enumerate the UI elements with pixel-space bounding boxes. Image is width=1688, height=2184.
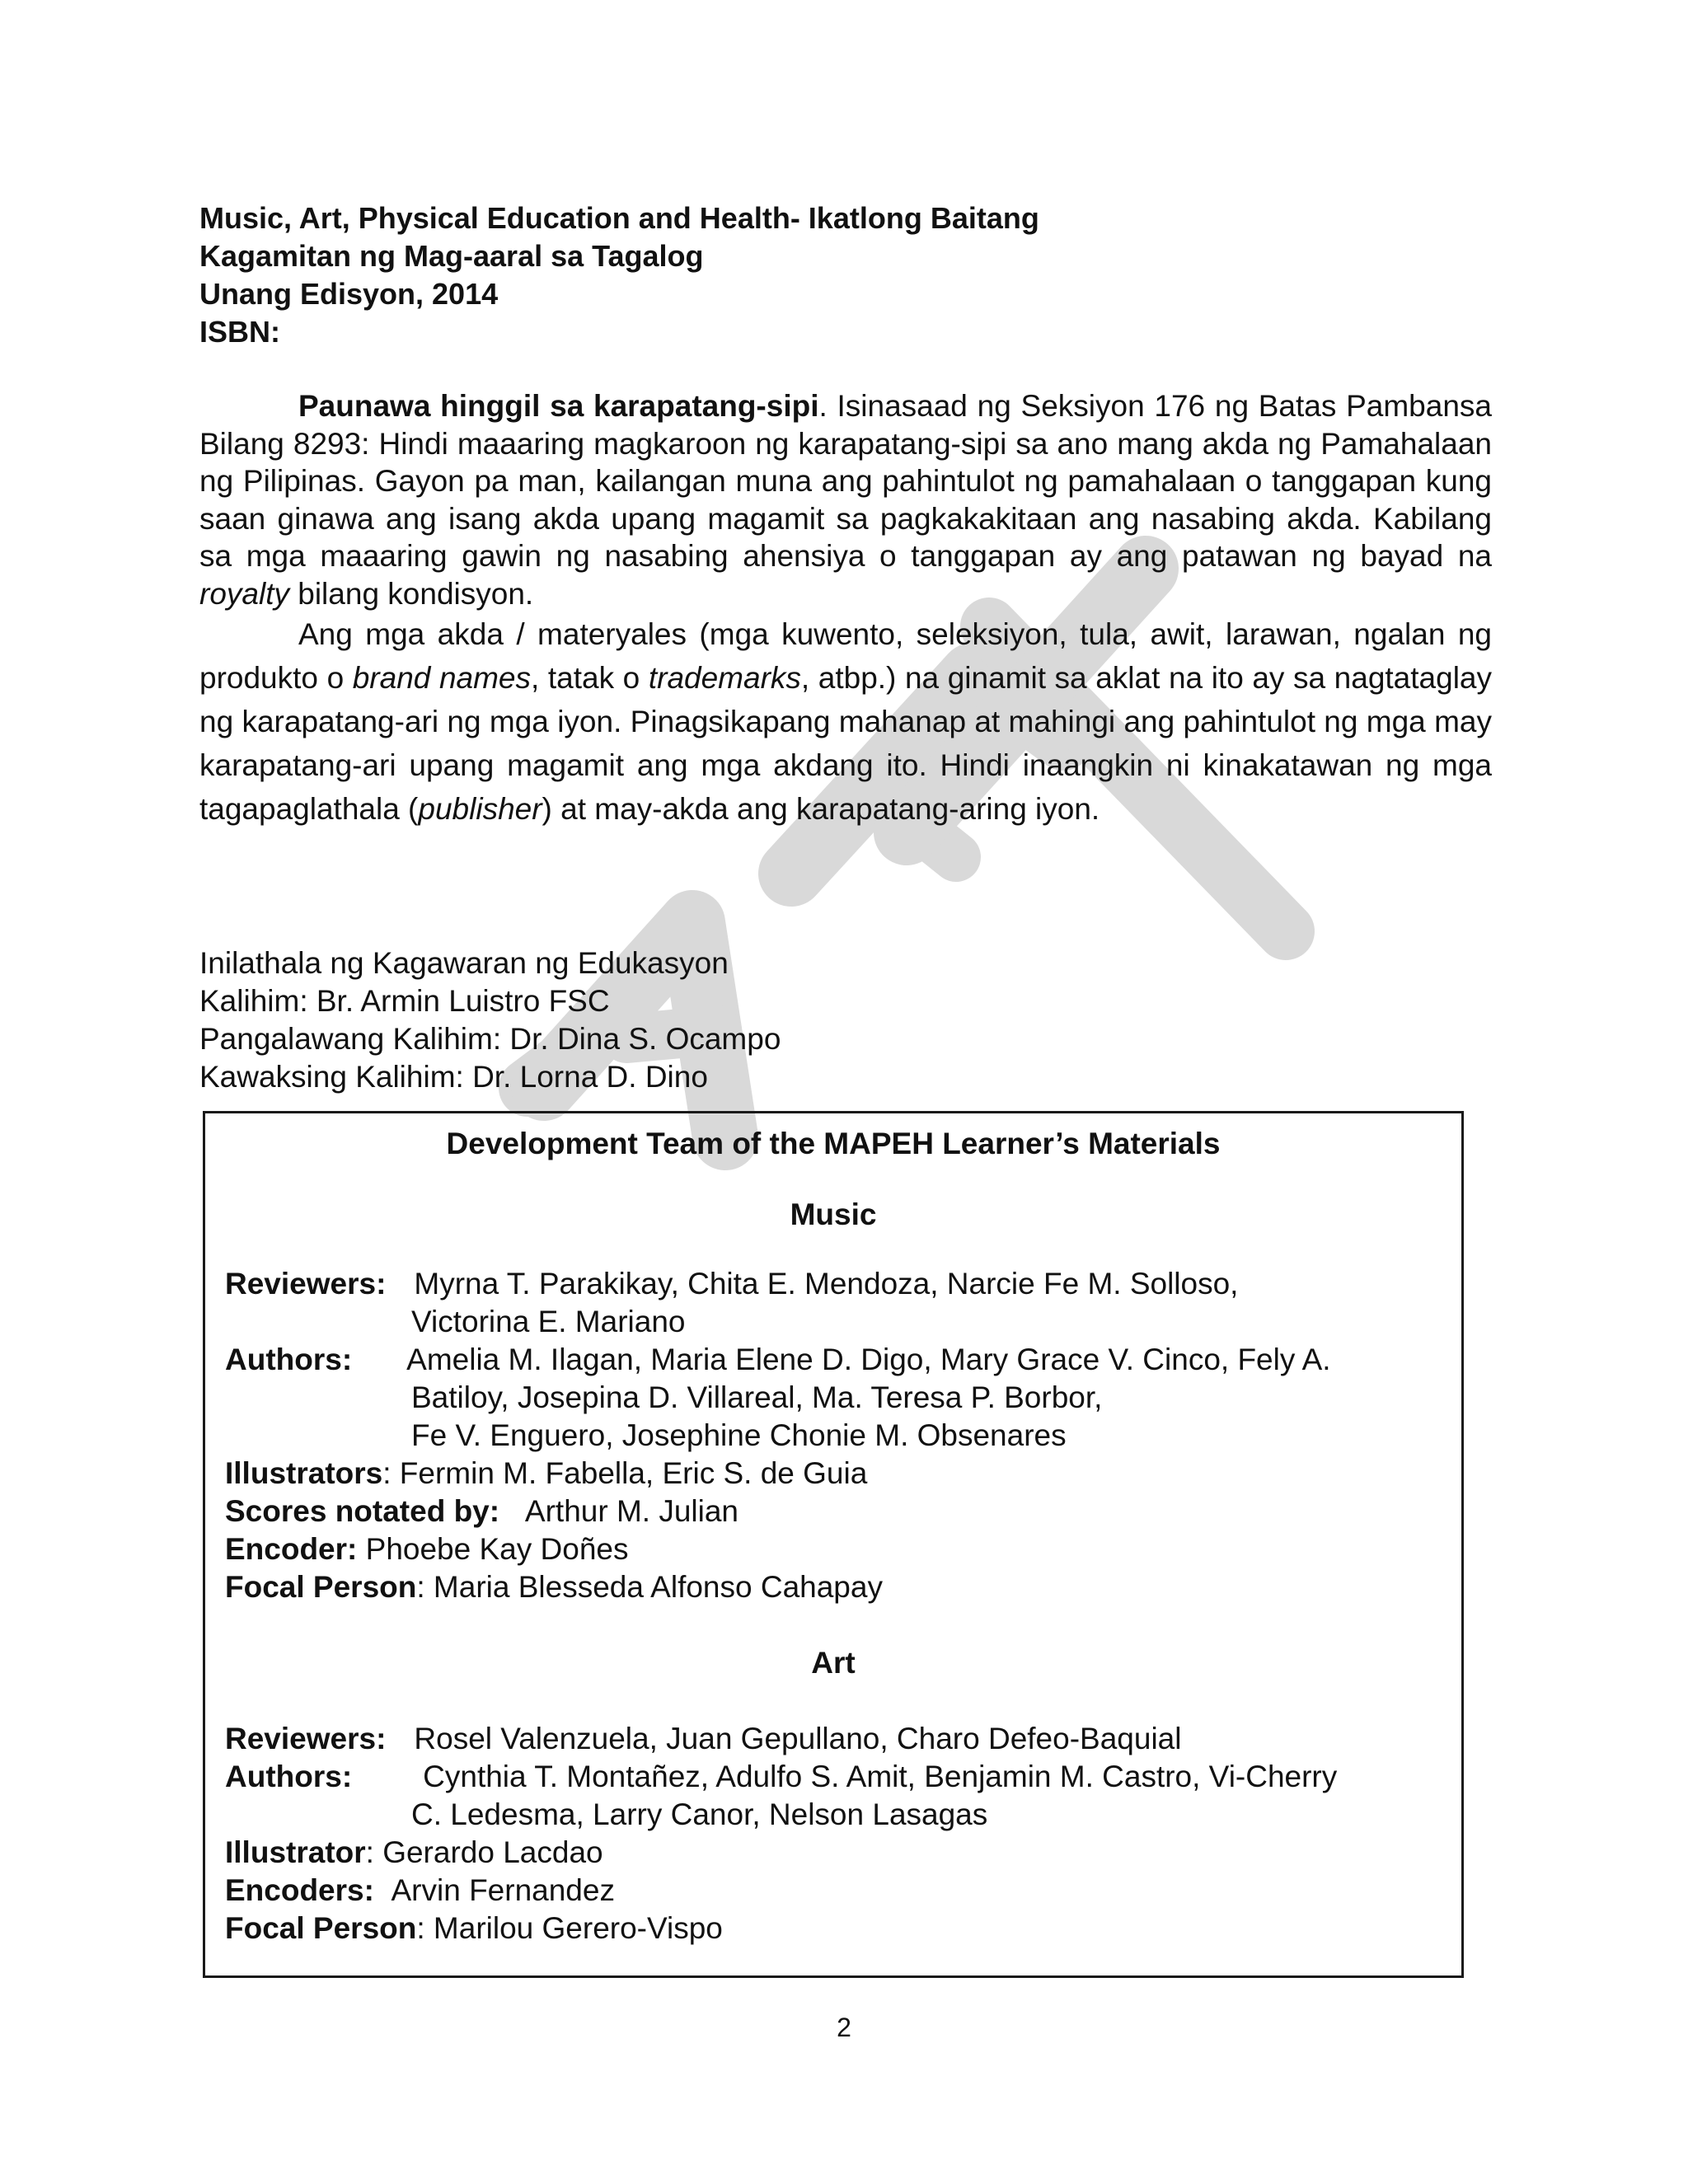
- credit-label: Reviewers:: [225, 1267, 387, 1301]
- credit-value: Arvin Fernandez: [391, 1873, 615, 1907]
- publisher-info: [199, 944, 1353, 1096]
- music-heading: Music: [790, 1197, 877, 1231]
- music-focal-person: [225, 1568, 1445, 1606]
- header-title: Music, Art, Physical Education and Health- Ikatlong Baitang: [199, 201, 1039, 235]
- credit-label: Authors:: [225, 1760, 353, 1793]
- credit-value: Amelia M. Ilagan, Maria Elene D. Digo, Mary Grace V. Cinco, Fely A.: [406, 1343, 1331, 1376]
- credit-value: : Maria Blesseda Alfonso Cahapay: [416, 1570, 883, 1604]
- notice-heading: Paunawa hinggil sa karapatang-sipi: [298, 389, 819, 423]
- music-authors: [225, 1341, 1445, 1455]
- notice-italic: royalty: [199, 576, 289, 611]
- credit-label: Encoder:: [225, 1532, 358, 1566]
- credit-label: Authors:: [225, 1343, 353, 1376]
- credit-value: : Fermin M. Fabella, Eric S. de Guia: [382, 1456, 868, 1490]
- music-scores: [225, 1493, 1445, 1530]
- notice-text: bilang kondisyon.: [288, 576, 534, 611]
- credit-value: Phoebe Kay Doñes: [365, 1532, 629, 1566]
- notice-text: ) at may-akda ang karapatang-aring iyon.: [542, 792, 1100, 826]
- notice-italic: publisher: [418, 792, 542, 826]
- music-encoder: [225, 1530, 1445, 1568]
- credit-value: Arthur M. Julian: [524, 1494, 739, 1528]
- credit-label: Illustrators: [225, 1456, 383, 1490]
- assistant-secretary-line: Kawaksing Kalihim: Dr. Lorna D. Dino: [199, 1060, 708, 1094]
- copyright-paragraph: [199, 387, 1492, 612]
- document-header: [199, 199, 1485, 351]
- development-team-box: [203, 1111, 1464, 1978]
- credit-value: Batiloy, Josepina D. Villareal, Ma. Teresa P. Borbor,: [411, 1380, 1103, 1414]
- credit-value: Cynthia T. Montañez, Adulfo S. Amit, Benjamin M. Castro, Vi-Cherry: [423, 1760, 1338, 1793]
- notice-text: , atbp.) na ginamit sa aklat na ito ay sa nagtataglay ng karapatang-ari ng mga iyon. Pinagsikapang mahanap at mahingi ang pahintulot ng mga may karapatang-ari upang magamit ang mga akdang ito. Hindi inaangkin ni kinakatawan ng mga tagapaglathala (: [199, 661, 1492, 826]
- credit-label: Encoders:: [225, 1873, 374, 1907]
- credit-value: : Marilou Gerero-Vispo: [416, 1911, 723, 1945]
- music-reviewers: [225, 1265, 1445, 1341]
- header-isbn: ISBN:: [199, 315, 280, 349]
- credit-label: Reviewers:: [225, 1722, 387, 1755]
- music-illustrators: [225, 1455, 1445, 1493]
- credit-value: Rosel Valenzuela, Juan Gepullano, Charo Defeo-Baquial: [414, 1722, 1182, 1755]
- secretary-line: Kalihim: Br. Armin Luistro FSC: [199, 984, 610, 1018]
- notice-text: . Isinasaad ng Seksiyon 176 ng Batas Pambansa Bilang 8293: Hindi maaaring magkaroon ng karapatang-sipi sa ano mang akda ng Pamahalaan ng Pilipinas. Gayon pa man, kailangan muna ang pahintulot ng pamahalaan o tanggapan kung saan ginawa ang isang akda upang magamit sa pagkakakitaan ang nasabing akda. Kabilang sa mga maaaring gawin ng nasabing ahensiya o tanggapan ay ang patawan ng bayad na: [199, 389, 1492, 573]
- notice-italic: brand names: [352, 661, 532, 695]
- art-authors: [225, 1758, 1445, 1834]
- header-subtitle: Kagamitan ng Mag-aaral sa Tagalog: [199, 239, 704, 273]
- materials-paragraph: [199, 612, 1492, 831]
- publisher-line: Inilathala ng Kagawaran ng Edukasyon: [199, 946, 729, 980]
- header-edition: Unang Edisyon, 2014: [199, 277, 499, 311]
- art-illustrator: [225, 1834, 1445, 1872]
- notice-italic: trademarks: [648, 661, 801, 695]
- art-focal-person: [225, 1910, 1445, 1947]
- credit-label: Focal Person: [225, 1911, 417, 1945]
- art-reviewers: [225, 1720, 1445, 1758]
- credit-label: Illustrator: [225, 1835, 366, 1869]
- art-encoders: [225, 1872, 1445, 1910]
- credit-label: Scores notated by:: [225, 1494, 500, 1528]
- credit-value: Myrna T. Parakikay, Chita E. Mendoza, Narcie Fe M. Solloso,: [414, 1267, 1239, 1301]
- credit-value: : Gerardo Lacdao: [365, 1835, 603, 1869]
- credit-label: Focal Person: [225, 1570, 417, 1604]
- credit-value: Fe V. Enguero, Josephine Chonie M. Obsenares: [411, 1418, 1067, 1452]
- undersecretary-line: Pangalawang Kalihim: Dr. Dina S. Ocampo: [199, 1022, 781, 1056]
- team-title: Development Team of the MAPEH Learner’s Materials: [446, 1127, 1221, 1160]
- credit-value: C. Ledesma, Larry Canor, Nelson Lasagas: [411, 1797, 988, 1831]
- copyright-notice: [199, 387, 1492, 831]
- art-heading: Art: [811, 1646, 856, 1680]
- notice-text: , tatak o: [531, 661, 649, 695]
- notice-text: Ang mga akda / materyales (mga kuwento, seleksiyon, tula, awit, larawan, ngalan ng produkto o: [199, 617, 1492, 695]
- page-number: 2: [837, 2013, 851, 2042]
- credit-value: Victorina E. Mariano: [411, 1305, 686, 1338]
